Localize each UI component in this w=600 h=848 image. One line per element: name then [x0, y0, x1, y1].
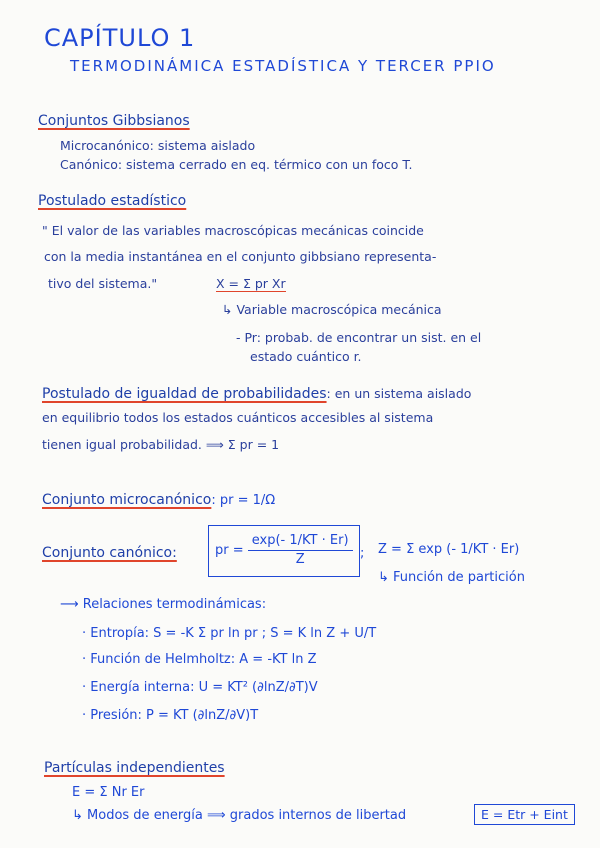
canonico-relaciones: ⟶ Relaciones termodinámicas:	[60, 597, 267, 612]
postulado-heading: Postulado estadístico	[38, 193, 187, 209]
igualdad-line1-rest: : en un sistema aislado	[326, 386, 472, 401]
canonico-pr-num: exp(- 1/KT · Er)	[248, 532, 353, 551]
canonico-pr-lhs: pr =	[215, 543, 244, 558]
canonico-item-presion: · Presión: P = KT (∂lnZ/∂V)T	[82, 708, 259, 723]
igualdad-heading: Postulado de igualdad de probabilidades	[42, 386, 327, 402]
canonico-heading: Conjunto canónico:	[42, 545, 177, 561]
postulado-quote-line-2: con la media instantánea en el conjunto gibbsiano representa-	[44, 249, 437, 264]
canonico-z-note: ↳ Función de partición	[378, 570, 525, 585]
gibbs-line-micro: Microcanónico: sistema aislado	[60, 138, 256, 153]
canonico-item-entropia: · Entropía: S = -K Σ pr ln pr ; S = K ln Z + U/T	[82, 626, 377, 641]
particulas-note: ↳ Modos de energía ⟹ grados internos de libertad	[72, 808, 407, 823]
postulado-quote-line-1: " El valor de las variables macroscópicas mecánicas coincide	[42, 223, 424, 238]
gibbs-heading: Conjuntos Gibbsianos	[38, 113, 190, 129]
micro-row	[42, 489, 275, 508]
canonico-pr-den: Z	[295, 552, 305, 567]
canonico-pr-box	[208, 525, 360, 577]
postulado-quote-line-3: tivo del sistema."	[48, 276, 158, 291]
canonico-item-energia: · Energía interna: U = KT² (∂lnZ/∂T)V	[82, 680, 318, 695]
postulado-note-pr-1: - Pr: probab. de encontrar un sist. en el	[236, 330, 482, 345]
particulas-boxed-formula: E = Etr + Eint	[474, 804, 575, 825]
igualdad-line-3: tienen igual probabilidad. ⟹ Σ pr = 1	[42, 437, 280, 452]
micro-heading: Conjunto microcanónico	[42, 492, 212, 508]
canonico-sep: ;	[360, 546, 365, 561]
igualdad-line-2: en equilibrio todos los estados cuánticos accesibles al sistema	[42, 410, 434, 425]
postulado-formula	[216, 276, 286, 291]
igualdad-line-1	[42, 383, 471, 402]
particulas-formula: E = Σ Nr Er	[72, 785, 145, 800]
gibbs-line-canonico: Canónico: sistema cerrado en eq. térmico con un foco T.	[60, 157, 413, 172]
postulado-note-pr-2: estado cuántico r.	[250, 349, 362, 364]
micro-formula: : pr = 1/Ω	[211, 493, 276, 508]
chapter-subtitle: TERMODINÁMICA ESTADÍSTICA Y TERCER PPIO	[70, 57, 496, 75]
postulado-formula-text: X = Σ pr Xr	[216, 276, 286, 291]
canonico-pr-fraction	[248, 532, 353, 569]
particulas-heading: Partículas independientes	[44, 760, 225, 776]
canonico-item-helmholtz: · Función de Helmholtz: A = -KT ln Z	[82, 652, 317, 667]
postulado-note-variable: ↳ Variable macroscópica mecánica	[222, 302, 442, 317]
chapter-title: CAPÍTULO 1	[44, 24, 196, 52]
canonico-z-formula: Z = Σ exp (- 1/KT · Er)	[378, 542, 520, 557]
